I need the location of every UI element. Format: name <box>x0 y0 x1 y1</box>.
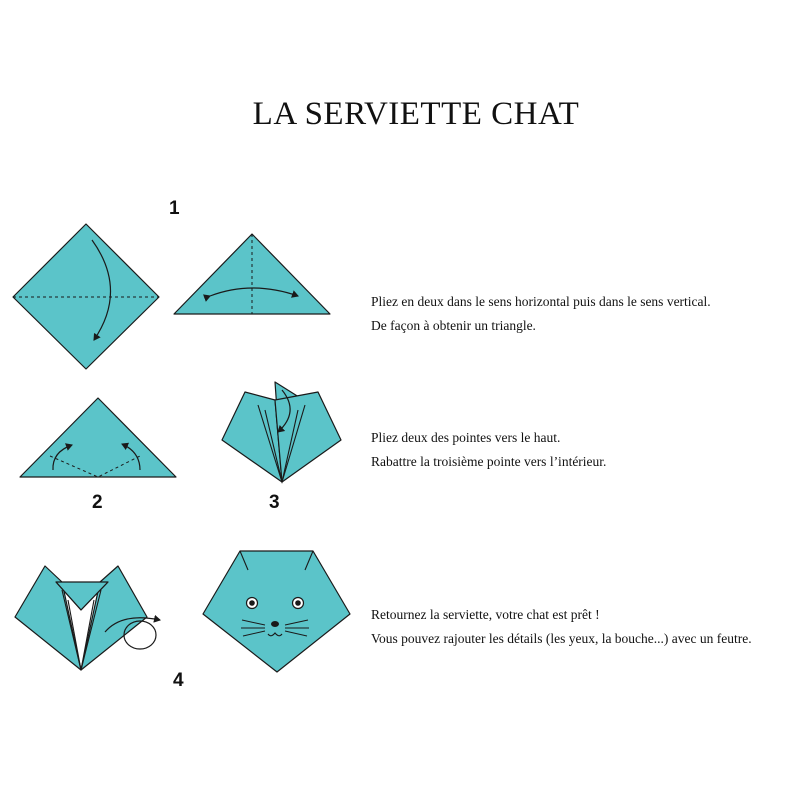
instruction-line: Pliez deux des pointes vers le haut. <box>371 430 561 445</box>
step3-folded-figure <box>222 382 341 482</box>
step1-square-figure <box>13 224 159 369</box>
instruction-line: Vous pouvez rajouter les détails (les yeux, la bouche...) avec un feutre. <box>371 631 752 646</box>
step-number-4: 4 <box>173 670 184 691</box>
step1-triangle-figure <box>174 234 330 314</box>
step-number-2: 2 <box>92 492 103 513</box>
cat-face-figure <box>203 551 350 672</box>
cat-nose <box>271 621 279 627</box>
instruction-line: Pliez en deux dans le sens horizontal puis dans le sens vertical. <box>371 294 711 309</box>
step2-triangle-figure <box>20 398 176 477</box>
step-number-3: 3 <box>269 492 280 513</box>
page-title: LA SERVIETTE CHAT <box>252 96 580 132</box>
instruction-line: Rabattre la troisième pointe vers l’intérieur. <box>371 454 607 469</box>
step-number-1: 1 <box>169 198 180 219</box>
step4-back-figure <box>15 566 160 670</box>
instruction-line: De façon à obtenir un triangle. <box>371 318 536 333</box>
instruction-line: Retournez la serviette, votre chat est prêt ! <box>371 607 600 622</box>
